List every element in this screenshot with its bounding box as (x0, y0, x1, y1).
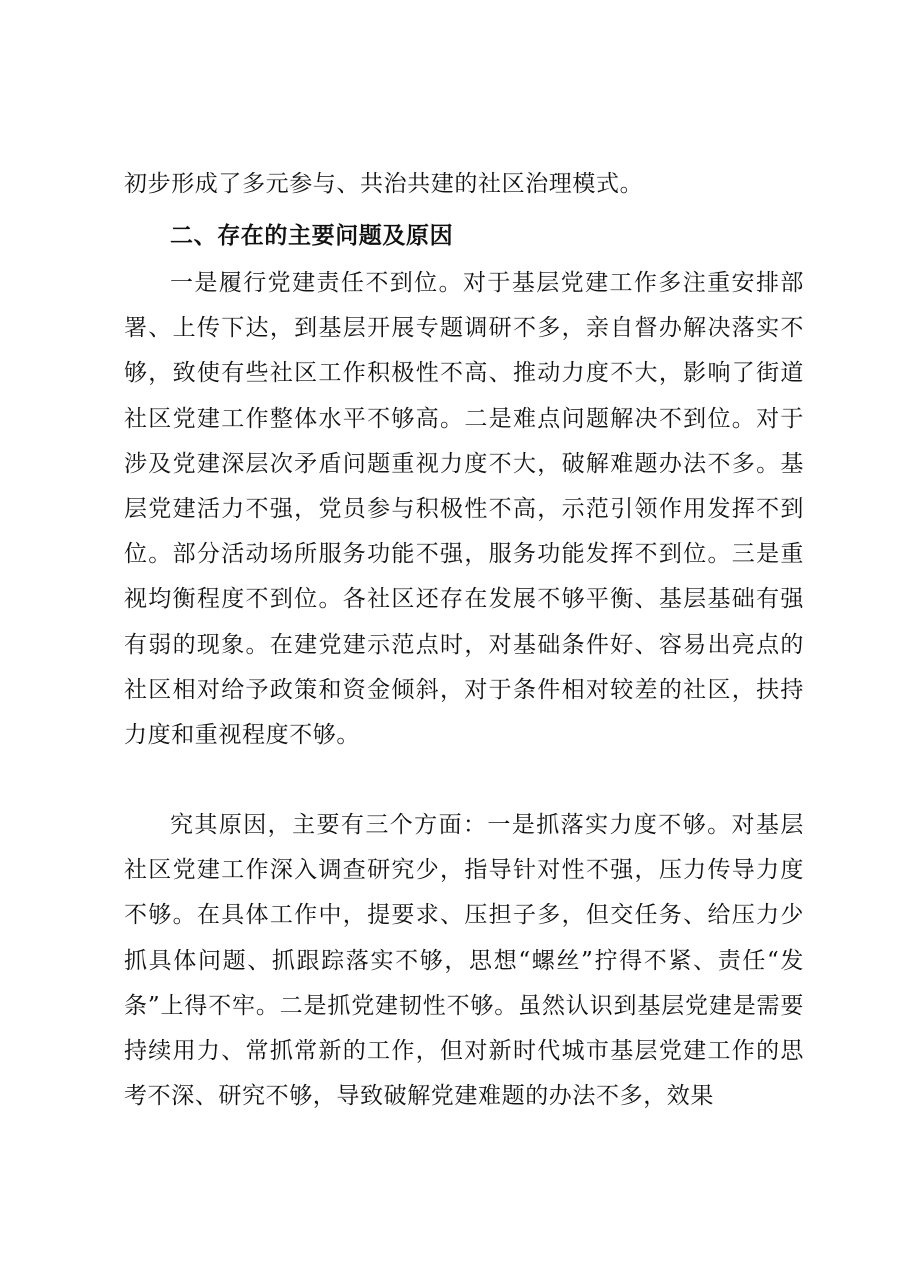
paragraph-problems: 一是履行党建责任不到位。对于基层党建工作多注重安排部署、上传下达，到基层开展专题调研不多，亲自督办解决落实不够，致使有些社区工作积极性不高、推动力度不大，影响了街道社区党建工作整体水平不够高。二是难点问题解决不到位。对于涉及党建深层次矛盾问题重视力度不大，破解难题办法不多。基层党建活力不强，党员参与积极性不高，示范引领作用发挥不到位。部分活动场所服务功能不强，服务功能发挥不到位。三是重视均衡程度不到位。各社区还存在发展不够平衡、基层基础有强有弱的现象。在建党建示范点时，对基础条件好、容易出亮点的社区相对给予政策和资金倾斜，对于条件相对较差的社区，扶持力度和重视程度不够。 (124, 270, 804, 749)
section-heading: 二、存在的主要问题及原因 (170, 223, 454, 249)
paragraph-continued: 初步形成了多元参与、共治共建的社区治理模式。 (124, 171, 644, 197)
paragraph-causes: 究其原因，主要有三个方面：一是抓落实力度不够。对基层社区党建工作深入调查研究少，指导针对性不强，压力传导力度不够。在具体工作中，提要求、压担子多，但交任务、给压力少抓具体问题、抓跟踪落实不够，思想“螺丝”拧得不紧、责任“发条”上得不牢。二是抓党建韧性不够。虽然认识到基层党建是需要持续用力、常抓常新的工作，但对新时代城市基层党建工作的思考不深、研究不够，导致破解党建难题的办法不多，效果 (124, 812, 804, 1110)
